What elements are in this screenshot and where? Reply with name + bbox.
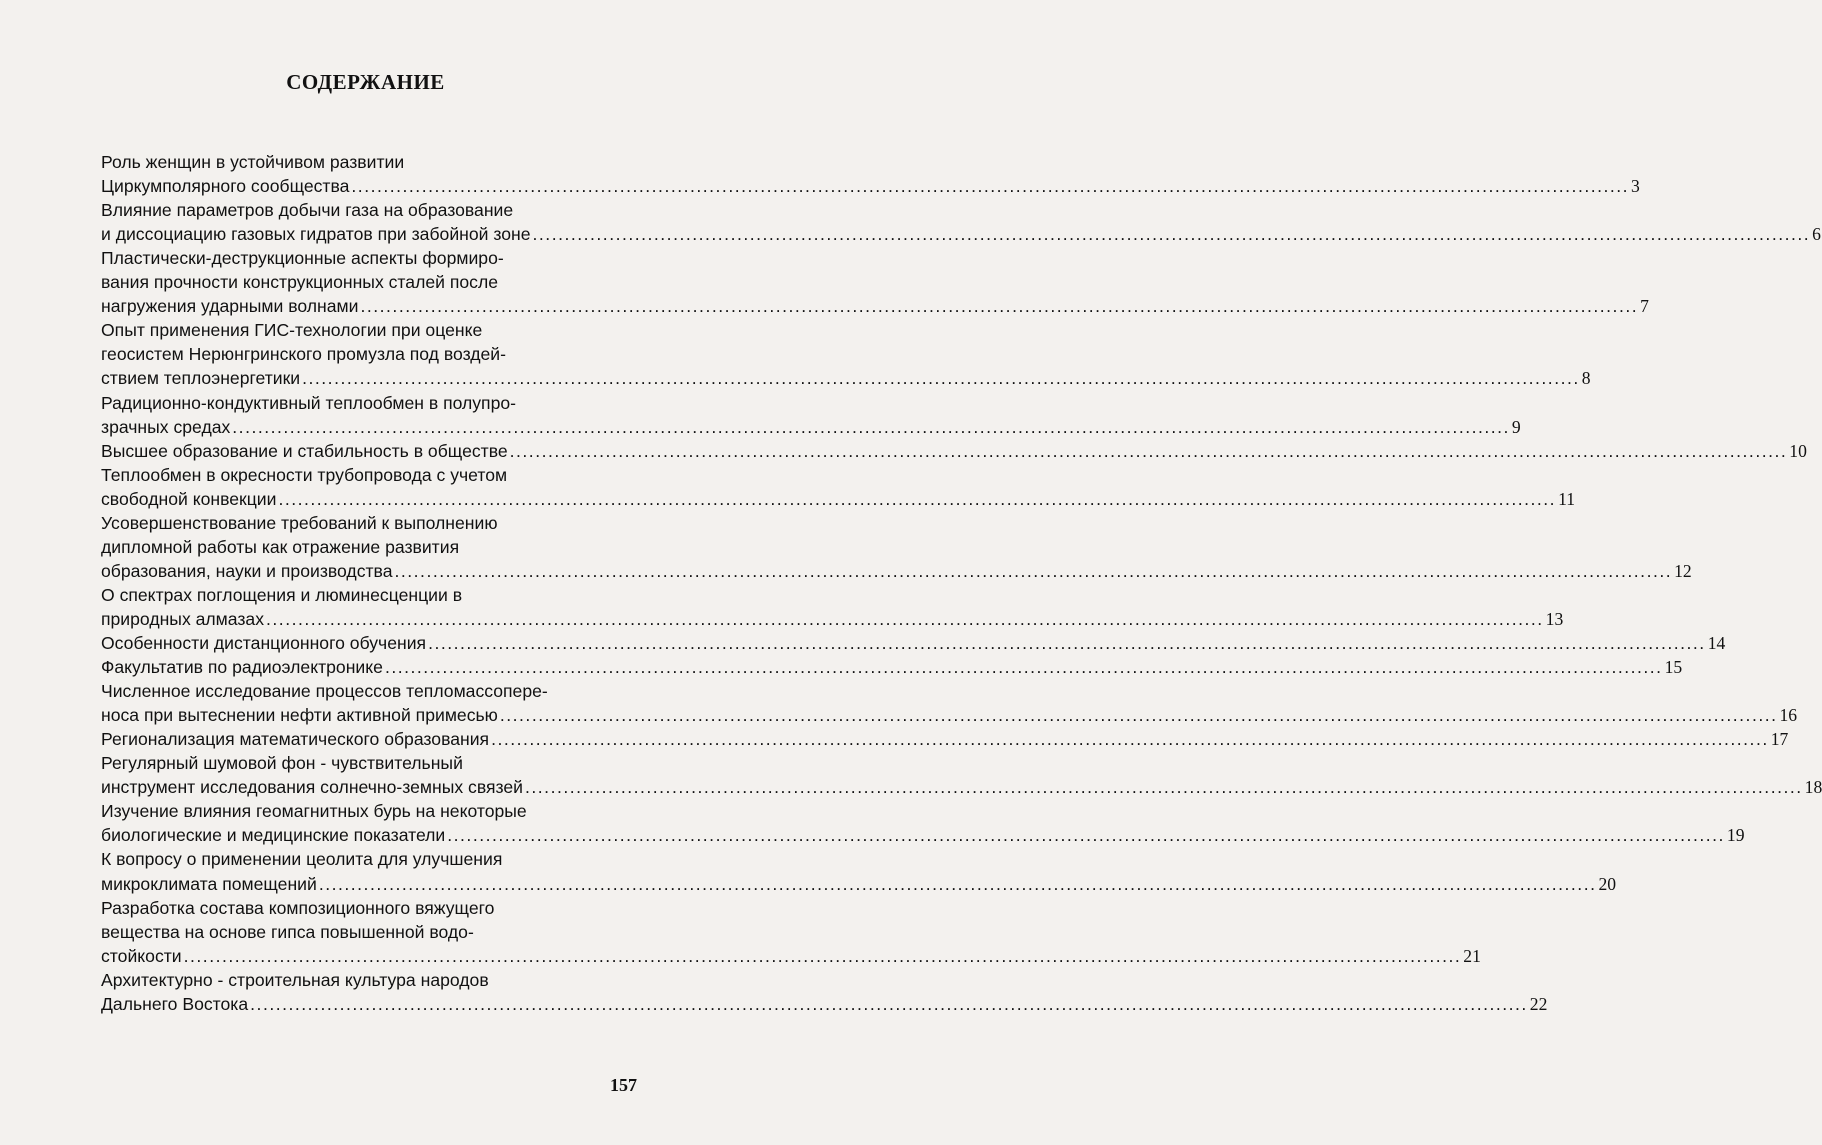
toc-entry-line [101,920,609,944]
toc-entry-text: и диссоциацию газовых гидратов при забойной зоне [101,224,531,244]
toc-entry-line [101,775,1822,799]
dot-leader: ........................................................................................................................................................................................................ [499,705,1778,725]
toc-entry-line [101,535,609,559]
toc-entry-text: Архитектурно - строительная культура народов [101,970,489,990]
toc-entry-text: Особенности дистанционного обучения [101,633,427,653]
toc-page-number: 13 [1545,609,1564,629]
dot-leader: ........................................................................................................................................................................................................ [525,777,1803,797]
toc-entry-line [101,294,1649,318]
toc-entry-text: Регулярный шумовой фон - чувствительный [101,753,463,773]
toc-entry-text: стойкости [101,946,182,966]
toc-entry-text: Влияние параметров добычи газа на образование [101,200,514,220]
dot-leader: ........................................................................................................................................................................................................ [360,296,1639,316]
dot-leader: ........................................................................................................................................................................................................ [491,729,1769,749]
toc-page-number: 3 [1631,176,1640,196]
toc-entry-text: Изучение влияния геомагнитных бурь на некоторые [101,801,527,821]
toc-entry-line [101,439,1807,463]
toc-page-number: 19 [1726,825,1745,845]
toc-entry-text: Радиционно-кондуктивный теплообмен в полупро- [101,393,517,413]
toc-entry-line [101,847,609,871]
toc-entry-text: ствием теплоэнергетики [101,368,301,388]
toc-page-number: 14 [1707,633,1726,653]
toc-entry-line [101,150,609,174]
toc-entry-text: Численное исследование процессов тепломассопере- [101,681,548,701]
dot-leader: ........................................................................................................................................................................................................ [232,417,1510,437]
toc-page-number: 6 [1812,224,1821,244]
toc-page-number: 17 [1770,729,1789,749]
dot-leader: ........................................................................................................................................................................................................ [266,609,1544,629]
toc-page-number: 12 [1674,561,1692,581]
toc-entry-line [101,968,609,992]
toc-entry-text: свободной конвекции [101,489,277,509]
toc-page-number: 9 [1511,417,1521,437]
toc-entry-line [101,655,1683,679]
toc-entry-text: О спектрах поглощения и люминесценции в [101,585,463,605]
toc-entry-line [101,487,1576,511]
toc-entry-line [101,583,609,607]
toc-page-number: 15 [1664,657,1683,677]
dot-leader: ........................................................................................................................................................................................................ [351,176,1630,196]
toc-entry-text: дипломной работы как отражение развития [101,537,460,557]
dot-leader: ........................................................................................................................................................................................................ [278,489,1557,509]
toc-entry-text: Дальнего Востока [101,994,249,1014]
toc-entry-line [101,872,1617,896]
toc-entry-text: К вопросу о применении цеолита для улучшения [101,849,503,869]
dot-leader: ........................................................................................................................................................................................................ [384,657,1663,677]
toc-page-number: 8 [1581,368,1591,388]
dot-leader: ........................................................................................................................................................................................................ [318,874,1597,894]
toc-page-number: 16 [1779,705,1798,725]
toc-page-number: 18 [1804,777,1822,797]
toc-entry-line [101,342,609,366]
toc-entry-line [101,944,1481,968]
toc-entry-text: биологические и медицинские показатели [101,825,446,845]
dot-leader: ........................................................................................................................................................................................................ [447,825,1725,845]
toc-entry-line [101,896,609,920]
page-title: СОДЕРЖАНИЕ [286,70,445,94]
toc-page-number: 21 [1463,946,1481,966]
toc-page-number: 20 [1598,874,1617,894]
toc-entry-text: Высшее образование и стабильность в обществе [101,441,508,461]
dot-leader: ........................................................................................................................................................................................................ [183,946,1462,966]
toc-entry-text: инструмент исследования солнечно-земных связей [101,777,524,797]
toc-entry-line [101,823,1745,847]
toc-entry-line [101,727,1789,751]
toc-entry-line [101,391,609,415]
toc-entry-text: геосистем Нерюнгринского промузла под воздей- [101,344,506,364]
dot-leader: ........................................................................................................................................................................................................ [532,224,1811,244]
toc-entry-text: Факультатив по радиоэлектронике [101,657,383,677]
page-number: 157 [610,1075,637,1095]
toc-entry-line [101,198,609,222]
toc-entry-text: Пластически-деструкционные аспекты формиро- [101,248,504,268]
toc-entry-line [101,511,609,535]
toc-entry-text: микроклимата помещений [101,874,317,894]
toc-entry-line [101,799,609,823]
toc-page-number: 22 [1529,994,1548,1014]
toc-entry-text: вещества на основе гипса повышенной водо- [101,922,474,942]
toc-entry-line [101,992,1548,1016]
toc-entry-line [101,222,1821,246]
toc-entry-line [101,415,1521,439]
dot-leader: ........................................................................................................................................................................................................ [509,441,1788,461]
toc-entry-line [101,679,609,703]
toc-entry-line [101,631,1726,655]
toc-page-number: 7 [1640,296,1649,316]
toc-entry-text: зрачных средах [101,417,231,437]
toc-entry-text: Регионализация математического образования [101,729,490,749]
toc-entry-text: Циркумполярного сообщества [101,176,350,196]
toc-entry-line [101,463,609,487]
toc-page-number: 10 [1789,441,1807,461]
toc-entry-line [101,559,1692,583]
toc-entry-text: носа при вытеснении нефти активной примесью [101,705,498,725]
toc-entry-text: Роль женщин в устойчивом развитии [101,152,405,172]
toc-entry-line [101,246,609,270]
toc-entry-line [101,751,609,775]
toc-entry-text: природных алмазах [101,609,265,629]
toc-entry-text: Теплообмен в окресности трубопровода с учетом [101,465,508,485]
toc-entry-line [101,607,1564,631]
dot-leader: ........................................................................................................................................................................................................ [428,633,1706,653]
toc-entry-text: Разработка состава композиционного вяжущего [101,898,495,918]
toc-entry-line [101,318,609,342]
toc-entry-line [101,174,1640,198]
toc-entry-text: Усовершенствование требований к выполнению [101,513,498,533]
toc-entry-text: образования, науки и производства [101,561,393,581]
toc-entry-line [101,366,1591,390]
toc-entry-line [101,270,609,294]
toc-entry-text: Опыт применения ГИС-технологии при оценке [101,320,483,340]
toc-page-number: 11 [1558,489,1576,509]
dot-leader: ........................................................................................................................................................................................................ [302,368,1580,388]
toc-entry-text: нагружения ударными волнами [101,296,359,316]
toc-entry-text: вания прочности конструкционных сталей после [101,272,498,292]
dot-leader: ........................................................................................................................................................................................................ [394,561,1673,581]
toc-entry-line [101,703,1798,727]
dot-leader: ........................................................................................................................................................................................................ [250,994,1528,1014]
